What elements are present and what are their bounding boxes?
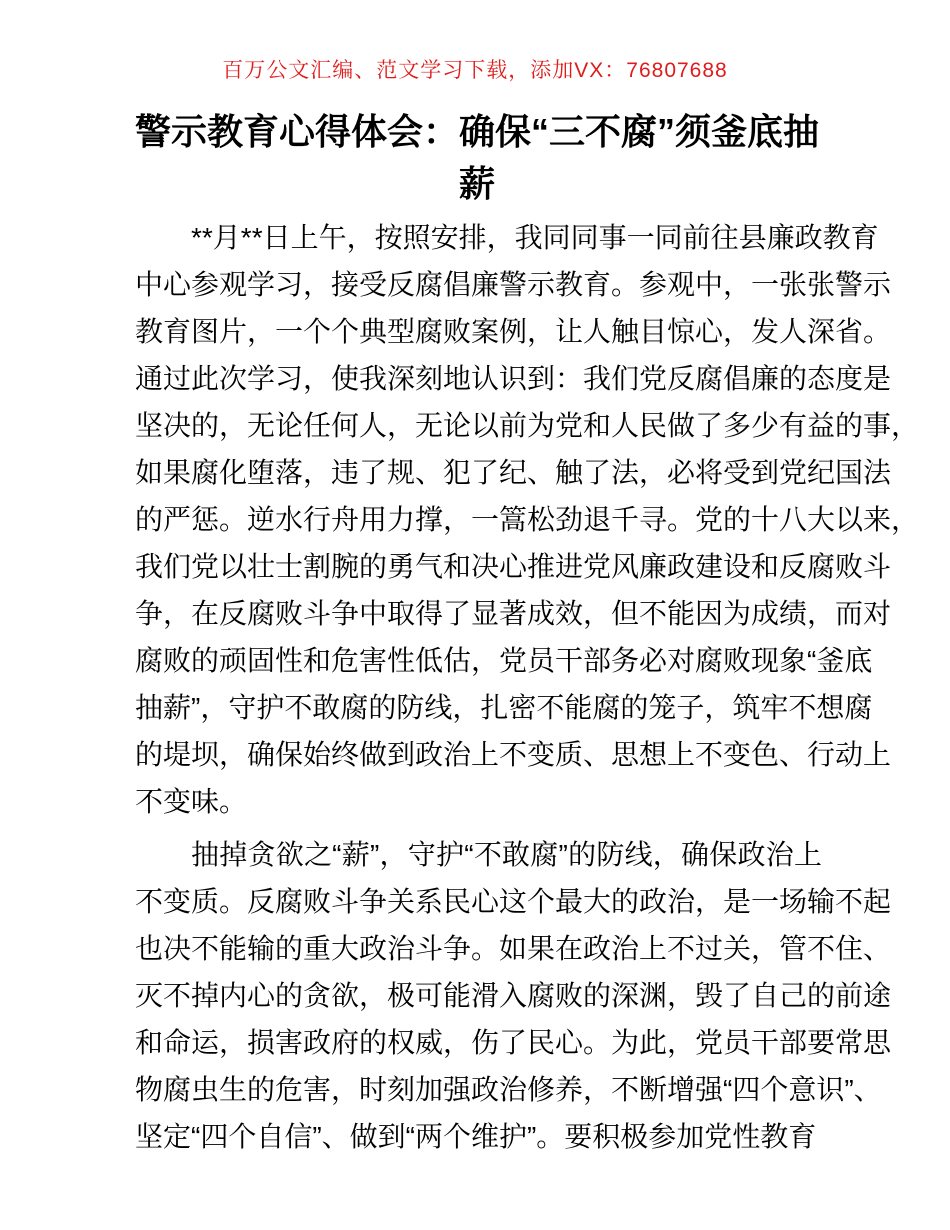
text-line: 不变质。反腐败斗争关系民心这个最大的政治，是一场输不起 [135,886,892,917]
text-line: 中心参观学习，接受反腐倡廉警示教育。参观中，一张张警示 [135,269,892,300]
text-line: **月**日上午，按照安排，我同同事一同前往县廉政教育 [191,222,879,253]
text-line: 腐败的顽固性和危害性低估，党员干部务必对腐败现象“釜底 [135,645,873,676]
text-line: 坚决的，无论任何人，无论以前为党和人民做了多少有益的事， [135,410,920,441]
text-line: 坚定“四个自信”、做到“两个维护”。要积极参加党性教育 [135,1121,817,1152]
text-line: 也决不能输的重大政治斗争。如果在政治上不过关，管不住、 [135,933,892,964]
paragraph [135,831,892,1160]
text-line: 抽掉贪欲之“薪”，守护“不敢腐”的防线，确保政治上 [191,839,822,870]
promo-watermark-text: 百万公文汇编、范文学习下载，添加VX：76807688 [222,59,728,82]
document-body [135,214,920,1166]
text-line: 的堤坝，确保始终做到政治上不变质、思想上不变色、行动上 [135,739,892,770]
paragraph [135,214,920,825]
text-line: 通过此次学习，使我深刻地认识到：我们党反腐倡廉的态度是 [135,363,892,394]
text-line: 物腐虫生的危害，时刻加强政治修养，不断增强“四个意识”、 [135,1074,882,1105]
text-line: 的严惩。逆水行舟用力撑，一篙松劲退千寻。党的十八大以来， [135,504,920,535]
text-line: 灭不掉内心的贪欲，极可能滑入腐败的深渊，毁了自己的前途 [135,980,892,1011]
text-line: 不变味。 [135,786,248,817]
text-line: 和命运，损害政府的权威，伤了民心。为此，党员干部要常思 [135,1027,892,1058]
text-line: 教育图片，一个个典型腐败案例，让人触目惊心，发人深省。 [135,316,892,347]
text-line: 争，在反腐败斗争中取得了显著成效，但不能因为成绩，而对 [135,598,892,629]
text-line: 我们党以壮士割腕的勇气和决心推进党风廉政建设和反腐败斗 [135,551,892,582]
text-line: 如果腐化堕落，违了规、犯了纪、触了法，必将受到党纪国法 [135,457,892,488]
text-line: 抽薪”，守护不敢腐的防线，扎密不能腐的笼子，筑牢不想腐 [135,692,873,723]
document-title: 警示教育心得体会：确保“三不腐”须釜底抽薪 [134,111,819,204]
